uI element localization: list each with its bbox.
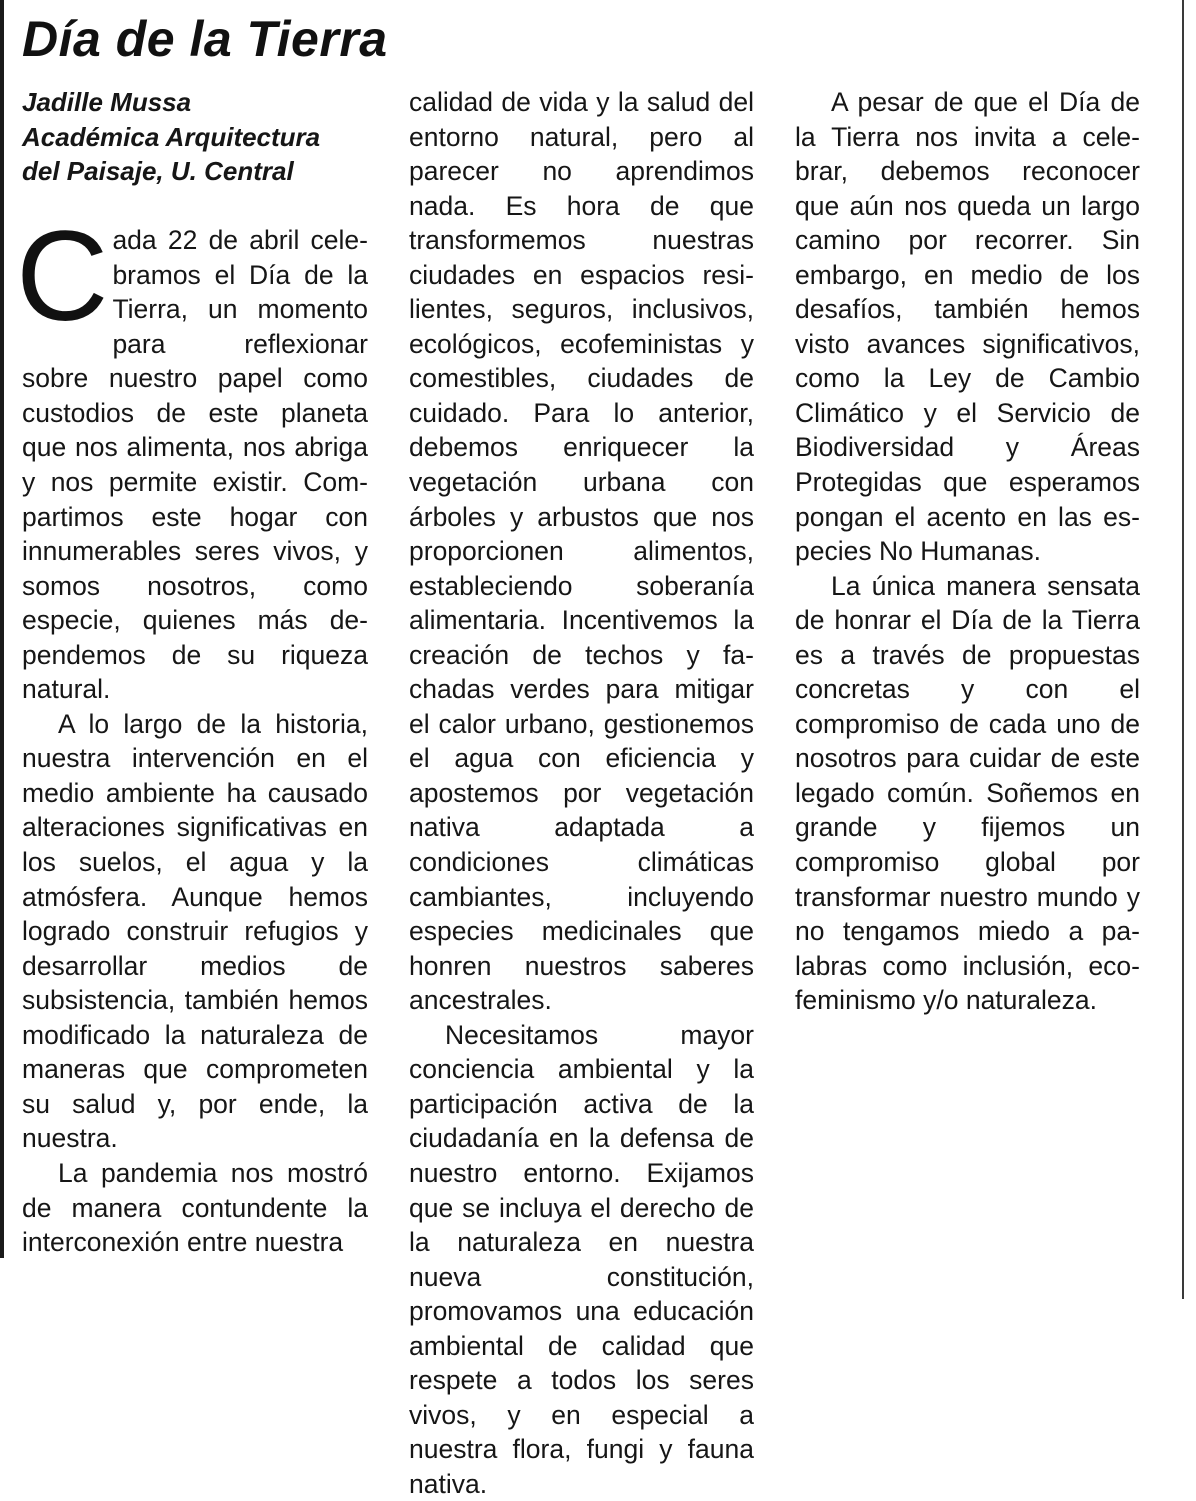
byline [22,85,368,189]
paragraph-1-text: ada 22 de abril celebramos el Día de la Tierra, un momento para reflexionar sobre nuestro papel como custodios de este planeta que nos alimenta, nos abriga y nos permite existir. Compartimos este hogar con innumerables seres vivos, y somos nosotros, como especie, quienes más dependemos de su riqueza natural. [22,225,368,705]
paragraph-2: A lo largo de la historia, nuestra intervención en el medio ambiente ha causado alteraciones significativas en los suelos, el agua y la atmósfera. Aunque hemos logrado construir refugios y desarrollar medios de subsistencia, también hemos modificado la naturaleza de maneras que comprometen su salud y, por ende, la nuestra. [22,708,368,1154]
column-2 [409,85,754,1501]
drop-cap: C [16,205,109,349]
paragraph-3: La pandemia nos mostró de manera contundente la interconexión entre nuestra [22,1157,368,1258]
author-role-line-1: Académica Arquitectura [22,121,321,152]
column-1 [16,85,368,1260]
author-role-line-2: del Paisaje, U. Central [22,156,294,187]
paragraph-3-continued: calidad de vida y la salud del entorno natural, pero al parecer no aprendimos nada. Es hora de que transformemos nuestras ciudades en espacios resilientes, seguros, inclusivos, ecológicos, ecofeministas y comestibles, ciudades de cuidado. Para lo anterior, debemos enriquecer la vegetación urbana con árboles y arbustos que nos proporcionen alimentos, estableciendo soberanía alimentaria. Incentivemos la creación de techos y fachadas verdes para mitigar el calor urbano, gestionemos el agua con eficiencia y apostemos por vegetación nativa adaptada a condiciones climáticas cambiantes, incluyendo especies medicinales que honren nuestros saberes ancestrales. [409,87,754,1016]
left-column-rule [0,0,4,1258]
column-3 [795,85,1140,1018]
paragraph-1 [16,205,368,707]
author-name: Jadille Mussa [22,87,192,117]
paragraph-6: La única manera sensata de honrar el Día de la Tierra es a través de propuestas concretas y con el compromiso de cada uno de nosotros para cuidar de este legado común. Soñemos en grande y fijemos un compromiso global por transformar nuestro mundo y no tengamos miedo a palabras como inclusión, ecofeminismo y/o naturaleza. [795,570,1140,1016]
right-page-rule [1182,0,1184,1299]
article-title: Día de la Tierra [22,11,388,67]
paragraph-5: A pesar de que el Día de la Tierra nos invita a celebrar, debemos reconocer que aún nos queda un largo camino por recorrer. Sin embargo, en medio de los desafíos, también hemos visto avances significativos, como la Ley de Cambio Climático y el Servicio de Biodiversidad y Áreas Protegidas que esperamos pongan el acento en las especies No Humanas. [795,87,1140,567]
paragraph-4: Necesitamos mayor conciencia ambiental y la participación activa de la ciudadanía en la defensa de nuestro entorno. Exijamos que se incluya el derecho de la naturaleza en nuestra nueva constitución, promovamos una educación ambiental de calidad que respete a todos los seres vivos, y en especial a nuestra flora, fungi y fauna nativa. [409,1019,754,1499]
